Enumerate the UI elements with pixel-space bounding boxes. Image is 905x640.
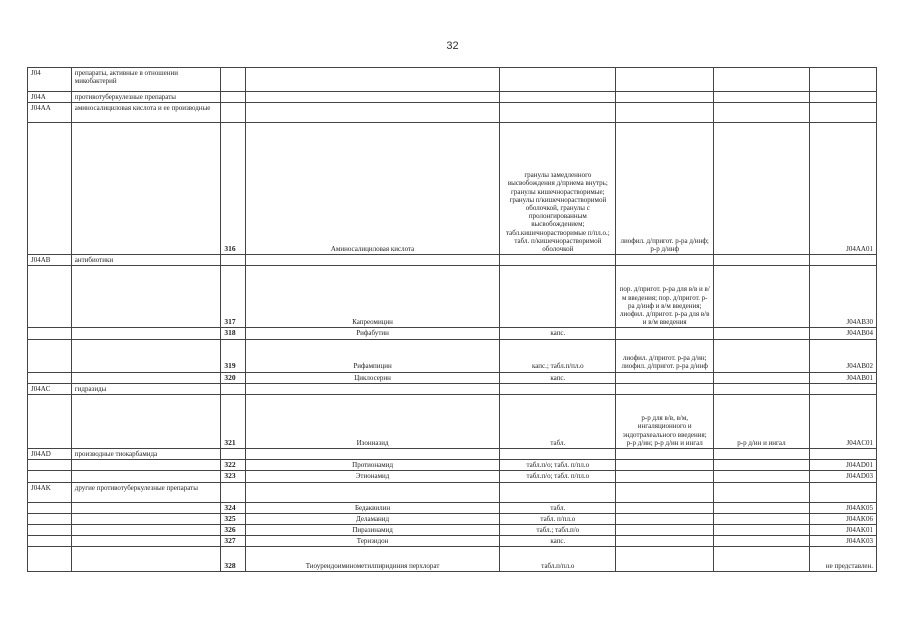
atc-item-code-cell: J04AB01 [809, 372, 876, 383]
injection-form-cell [616, 449, 714, 460]
injection-form-cell: лиофил. д/пригот. р-ра д/ин; лиофил. д/пригот. р-ра д/инф [616, 339, 714, 372]
atc-code-cell [28, 372, 72, 383]
item-number-cell: 318 [221, 328, 245, 339]
inhalation-form-cell [714, 525, 810, 536]
injection-form-cell [616, 328, 714, 339]
injection-form-cell [616, 383, 714, 394]
drug-row [28, 328, 877, 339]
atc-item-code-cell: J04AB30 [809, 266, 876, 328]
oral-form-cell [500, 449, 616, 460]
group-name-cell [71, 395, 221, 449]
group-name-cell [71, 471, 221, 482]
item-number-cell [221, 255, 245, 266]
injection-form-cell [616, 536, 714, 547]
drug-row [28, 460, 877, 471]
inhalation-form-cell [714, 123, 810, 255]
item-number-cell: 327 [221, 536, 245, 547]
injection-form-cell [616, 460, 714, 471]
injection-form-cell [616, 372, 714, 383]
drug-name-cell: Рифабутин [245, 328, 499, 339]
inhalation-form-cell [714, 266, 810, 328]
atc-code-cell: J04 [28, 68, 72, 92]
injection-form-cell: лиофил. д/пригот. р-ра д/инф; р-р д/инф [616, 123, 714, 255]
drug-row [28, 372, 877, 383]
drug-row [28, 123, 877, 255]
group-name-cell: производные тиокарбамида [71, 449, 221, 460]
inhalation-form-cell [714, 255, 810, 266]
group-name-cell [71, 328, 221, 339]
drug-name-cell [245, 449, 499, 460]
inhalation-form-cell [714, 92, 810, 103]
atc-item-code-cell: J04AC01 [809, 395, 876, 449]
drug-name-cell [245, 255, 499, 266]
item-number-cell: 326 [221, 525, 245, 536]
injection-form-cell: р-р для в/в, в/м, ингаляционного и эндотрахеального введения; р-р д/ин; р-р д/ин и ингал [616, 395, 714, 449]
item-number-cell: 321 [221, 395, 245, 449]
drug-row [28, 339, 877, 372]
inhalation-form-cell [714, 547, 810, 572]
drug-table [27, 67, 877, 572]
oral-form-cell: табл.п/пл.о [500, 547, 616, 572]
oral-form-cell: табл. [500, 502, 616, 513]
item-number-cell: 328 [221, 547, 245, 572]
atc-item-code-cell: J04AB04 [809, 328, 876, 339]
group-name-cell: другие противотуберкулезные препараты [71, 482, 221, 502]
item-number-cell [221, 482, 245, 502]
atc-code-cell [28, 395, 72, 449]
drug-name-cell [245, 92, 499, 103]
drug-name-cell: Изониазид [245, 395, 499, 449]
group-name-cell [71, 460, 221, 471]
drug-name-cell: Тиоуреидоиминометилпиридиния перхлорат [245, 547, 499, 572]
group-row [28, 92, 877, 103]
atc-code-cell: J04A [28, 92, 72, 103]
item-number-cell [221, 103, 245, 123]
drug-name-cell: Деламанид [245, 513, 499, 524]
inhalation-form-cell [714, 339, 810, 372]
page-number: 32 [446, 40, 459, 52]
group-name-cell: препараты, активные в отношении микобактерий [71, 68, 221, 92]
oral-form-cell: капс. [500, 372, 616, 383]
item-number-cell [221, 449, 245, 460]
item-number-cell: 316 [221, 123, 245, 255]
atc-code-cell: J04AB [28, 255, 72, 266]
atc-code-cell [28, 536, 72, 547]
atc-item-code-cell [809, 482, 876, 502]
drug-row [28, 266, 877, 328]
group-name-cell [71, 502, 221, 513]
atc-item-code-cell [809, 103, 876, 123]
atc-item-code-cell: J04AK01 [809, 525, 876, 536]
drug-name-cell: Аминосалициловая кислота [245, 123, 499, 255]
item-number-cell [221, 92, 245, 103]
atc-item-code-cell: J04AA01 [809, 123, 876, 255]
item-number-cell [221, 383, 245, 394]
group-name-cell [71, 339, 221, 372]
atc-code-cell [28, 502, 72, 513]
atc-item-code-cell: J04AD03 [809, 471, 876, 482]
item-number-cell: 317 [221, 266, 245, 328]
group-name-cell [71, 536, 221, 547]
atc-code-cell [28, 328, 72, 339]
atc-item-code-cell: J04AK05 [809, 502, 876, 513]
atc-code-cell [28, 547, 72, 572]
drug-name-cell [245, 482, 499, 502]
drug-row [28, 536, 877, 547]
injection-form-cell: пор. д/пригот. р-ра для в/в и в/м введения; пор. д/пригот. р-ра д/инф и в/м введения; лиофил. д/пригот. р-ра для в/в и в/м введения [616, 266, 714, 328]
injection-form-cell [616, 525, 714, 536]
injection-form-cell [616, 471, 714, 482]
inhalation-form-cell [714, 460, 810, 471]
drug-name-cell: Пиразинамид [245, 525, 499, 536]
inhalation-form-cell [714, 513, 810, 524]
injection-form-cell [616, 482, 714, 502]
inhalation-form-cell [714, 502, 810, 513]
inhalation-form-cell [714, 103, 810, 123]
inhalation-form-cell: р-р д/ин и ингал [714, 395, 810, 449]
atc-code-cell [28, 460, 72, 471]
drug-name-cell: Бедаквилин [245, 502, 499, 513]
group-name-cell: антибиотики [71, 255, 221, 266]
item-number-cell: 319 [221, 339, 245, 372]
drug-name-cell: Капреомицин [245, 266, 499, 328]
injection-form-cell [616, 502, 714, 513]
group-name-cell: гидразиды [71, 383, 221, 394]
group-name-cell [71, 525, 221, 536]
atc-item-code-cell [809, 255, 876, 266]
item-number-cell: 320 [221, 372, 245, 383]
oral-form-cell [500, 68, 616, 92]
drug-name-cell: Теризидон [245, 536, 499, 547]
inhalation-form-cell [714, 68, 810, 92]
group-name-cell [71, 372, 221, 383]
injection-form-cell [616, 255, 714, 266]
oral-form-cell: капс. [500, 328, 616, 339]
oral-form-cell: капс. [500, 536, 616, 547]
atc-code-cell [28, 123, 72, 255]
atc-item-code-cell: J04AB02 [809, 339, 876, 372]
oral-form-cell [500, 482, 616, 502]
drug-row [28, 502, 877, 513]
atc-code-cell: J04AK [28, 482, 72, 502]
item-number-cell: 322 [221, 460, 245, 471]
group-name-cell [71, 547, 221, 572]
inhalation-form-cell [714, 471, 810, 482]
group-row [28, 68, 877, 92]
drug-name-cell [245, 383, 499, 394]
group-name-cell [71, 266, 221, 328]
injection-form-cell [616, 92, 714, 103]
inhalation-form-cell [714, 328, 810, 339]
injection-form-cell [616, 547, 714, 572]
inhalation-form-cell [714, 482, 810, 502]
atc-code-cell: J04AA [28, 103, 72, 123]
group-row [28, 449, 877, 460]
inhalation-form-cell [714, 372, 810, 383]
item-number-cell [221, 68, 245, 92]
oral-form-cell: табл.; табл.п/о [500, 525, 616, 536]
atc-item-code-cell [809, 449, 876, 460]
oral-form-cell [500, 383, 616, 394]
atc-code-cell [28, 339, 72, 372]
atc-code-cell: J04AD [28, 449, 72, 460]
drug-row [28, 525, 877, 536]
atc-code-cell [28, 525, 72, 536]
group-name-cell [71, 123, 221, 255]
oral-form-cell [500, 266, 616, 328]
oral-form-cell: табл.п/о; табл. п/пл.о [500, 460, 616, 471]
atc-code-cell [28, 266, 72, 328]
group-name-cell: аминосалициловая кислота и ее производные [71, 103, 221, 123]
atc-item-code-cell: J04AD01 [809, 460, 876, 471]
drug-row [28, 395, 877, 449]
drug-name-cell: Этионамид [245, 471, 499, 482]
atc-code-cell [28, 513, 72, 524]
injection-form-cell [616, 513, 714, 524]
atc-code-cell [28, 471, 72, 482]
atc-item-code-cell: J04AK03 [809, 536, 876, 547]
injection-form-cell [616, 68, 714, 92]
atc-item-code-cell [809, 92, 876, 103]
item-number-cell: 325 [221, 513, 245, 524]
atc-item-code-cell: J04AK06 [809, 513, 876, 524]
item-number-cell: 323 [221, 471, 245, 482]
drug-row [28, 471, 877, 482]
oral-form-cell: табл. п/пл.о [500, 513, 616, 524]
inhalation-form-cell [714, 449, 810, 460]
oral-form-cell: табл.п/о; табл. п/пл.о [500, 471, 616, 482]
group-name-cell: противотуберкулезные препараты [71, 92, 221, 103]
group-row [28, 255, 877, 266]
drug-name-cell [245, 103, 499, 123]
inhalation-form-cell [714, 536, 810, 547]
drug-row [28, 513, 877, 524]
atc-item-code-cell [809, 383, 876, 394]
group-row [28, 383, 877, 394]
group-row [28, 482, 877, 502]
item-number-cell: 324 [221, 502, 245, 513]
drug-name-cell: Протионамид [245, 460, 499, 471]
oral-form-cell: гранулы замедленного высвобождения д/приема внутрь; гранулы кишечнорастворимые; гранулы п/кишечнорастворимой оболочкой, гранулы с пролонгированным высвобождением; табл.кишечнорастворимые п/пл.о.; табл. п/кишечнорастворимой оболочкой [500, 123, 616, 255]
drug-name-cell [245, 68, 499, 92]
oral-form-cell [500, 92, 616, 103]
oral-form-cell: капс.; табл.п/пл.о [500, 339, 616, 372]
injection-form-cell [616, 103, 714, 123]
group-name-cell [71, 513, 221, 524]
atc-code-cell: J04AC [28, 383, 72, 394]
drug-name-cell: Циклосерин [245, 372, 499, 383]
atc-item-code-cell: не представлен. [809, 547, 876, 572]
oral-form-cell [500, 255, 616, 266]
atc-item-code-cell [809, 68, 876, 92]
oral-form-cell: табл. [500, 395, 616, 449]
inhalation-form-cell [714, 383, 810, 394]
drug-name-cell: Рифампицин [245, 339, 499, 372]
oral-form-cell [500, 103, 616, 123]
group-row [28, 103, 877, 123]
drug-row [28, 547, 877, 572]
